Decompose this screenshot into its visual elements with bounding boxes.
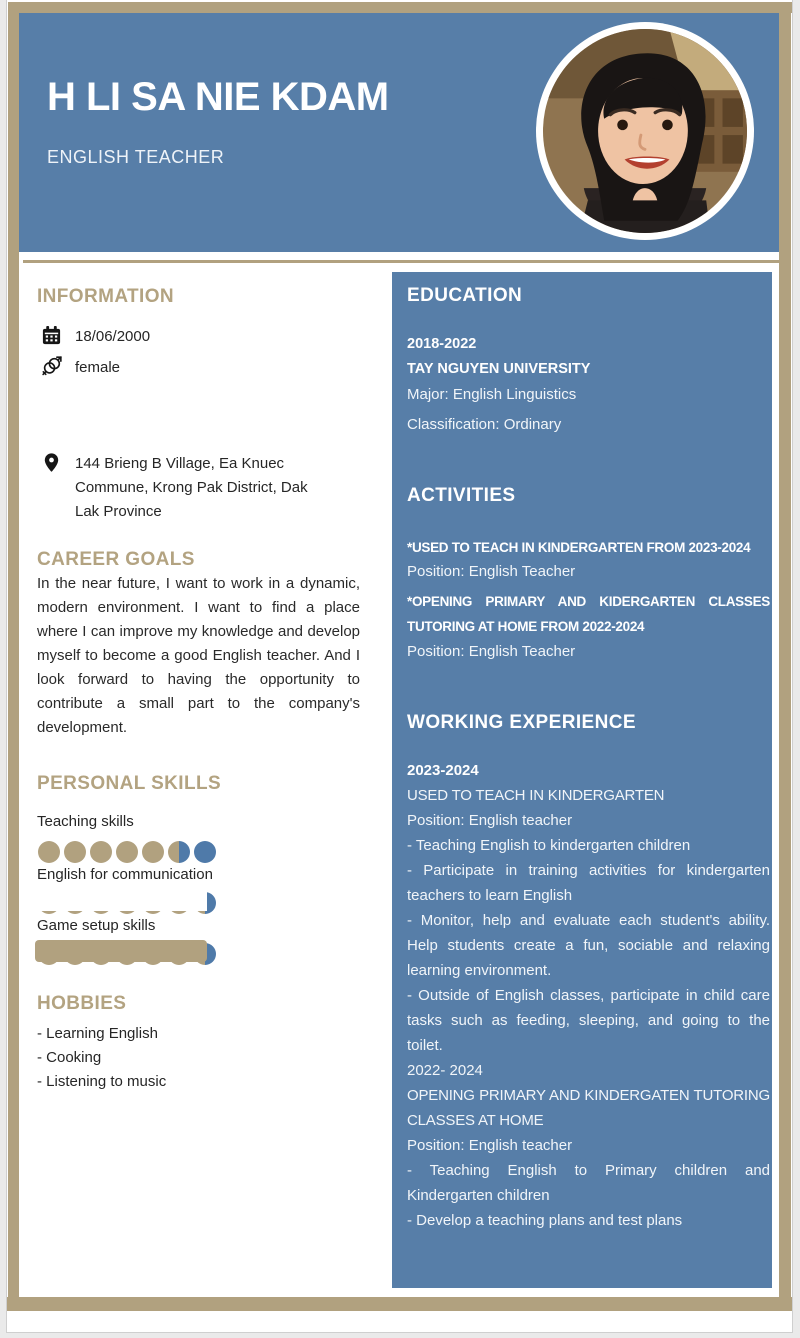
job-position: Position: English teacher <box>407 812 573 829</box>
address-value: 144 Brieng B Village, Ea Knuec Commune, Krong Pak District, Dak Lak Province <box>75 455 308 520</box>
job-bullet: - Teaching English to kindergarten children <box>407 837 691 854</box>
skill-label-teaching: Teaching skills <box>37 813 134 830</box>
hobbies-heading: HOBBIES <box>37 993 127 1014</box>
calendar-icon <box>41 325 62 346</box>
info-row-address <box>41 452 331 524</box>
education-period: 2018-2022 <box>407 336 477 352</box>
information-heading: INFORMATION <box>37 286 175 307</box>
person-job-title: ENGLISH TEACHER <box>47 147 225 167</box>
skill-dot <box>90 841 112 863</box>
frame-right <box>779 2 791 1310</box>
job-bullet: - Develop a teaching plans and test plans <box>407 1212 683 1229</box>
skill-rating-english <box>38 892 216 914</box>
job-title-line: OPENING PRIMARY AND KINDERGATEN TUTORING CLASSES AT HOME <box>407 1087 770 1129</box>
hobby-item: - Cooking <box>37 1049 102 1066</box>
working-experience-heading: WORKING EXPERIENCE <box>407 712 636 733</box>
skill-rating-teaching <box>38 841 216 863</box>
education-major: Major: English Linguistics <box>407 386 577 403</box>
paper <box>6 0 793 1333</box>
personal-skills-heading: PERSONAL SKILLS <box>37 773 222 794</box>
birthdate-value: 18/06/2000 <box>75 328 151 345</box>
education-heading: EDUCATION <box>407 285 523 306</box>
skill-dot <box>116 841 138 863</box>
person-name: H LI SA NIE KDAM <box>47 75 389 119</box>
skill-rating-overlay <box>35 889 207 911</box>
job-bullet: - Participate in training activities for kindergarten teachers to learn English <box>407 862 770 904</box>
job-position: Position: English teacher <box>407 1137 573 1154</box>
job-bullet: - Monitor, help and evaluate each student's ability. Help students create a fun, sociable and relaxing learning environment. <box>407 912 770 979</box>
working-experience-body <box>407 758 770 1233</box>
skill-dot <box>168 841 190 863</box>
education-school: TAY NGUYEN UNIVERSITY <box>407 361 591 377</box>
skill-label-english: English for communication <box>37 866 213 883</box>
job-bullet: - Outside of English classes, participate in child care tasks such as feeding, sleeping, and going to the toilet. <box>407 987 770 1054</box>
info-row-birthdate <box>41 325 150 349</box>
header-divider <box>23 260 779 263</box>
skill-dot <box>64 841 86 863</box>
info-row-gender <box>41 356 120 380</box>
hobby-item: - Learning English <box>37 1025 158 1042</box>
activity-title: *USED TO TEACH IN KINDERGARTEN FROM 2023-2024 <box>407 540 751 555</box>
activity-position: Position: English Teacher <box>407 643 576 660</box>
skill-rating-game-setup <box>38 943 216 965</box>
skill-dot <box>194 841 216 863</box>
gender-icon <box>41 356 62 377</box>
skill-label-game-setup: Game setup skills <box>37 917 156 934</box>
gender-value: female <box>75 359 121 376</box>
frame-left <box>8 2 19 1310</box>
header <box>19 13 779 252</box>
skill-dot <box>142 841 164 863</box>
activity-position: Position: English Teacher <box>407 563 576 580</box>
location-icon <box>41 452 62 473</box>
job-title-line: USED TO TEACH IN KINDERGARTEN <box>407 787 665 804</box>
profile-photo <box>543 29 747 233</box>
career-goals-heading: CAREER GOALS <box>37 549 195 570</box>
profile-photo-ring <box>536 22 754 240</box>
frame-top <box>8 2 792 13</box>
skill-dot <box>38 841 60 863</box>
hobby-item: - Listening to music <box>37 1073 167 1090</box>
skill-rating-overlay <box>35 940 207 962</box>
activity-title: *OPENING PRIMARY AND KIDERGARTEN CLASSES TUTORING AT HOME FROM 2022-2024 <box>407 594 770 634</box>
right-panel <box>392 272 772 1288</box>
job-bullet: - Teaching English to Primary children and Kindergarten children <box>407 1162 770 1204</box>
frame-bottom <box>7 1297 792 1311</box>
career-goals-text: In the near future, I want to work in a dynamic, modern environment. I want to find a place where I can improve my knowledge and develop myself to become a good English teacher. And I look forward to having the opportunity to contribute a small part to the company's development. <box>37 575 360 736</box>
portrait-illustration <box>543 29 747 233</box>
job-period: 2022- 2024 <box>407 1062 483 1079</box>
education-classification: Classification: Ordinary <box>407 416 562 433</box>
activities-heading: ACTIVITIES <box>407 485 516 506</box>
job-period: 2023-2024 <box>407 762 479 779</box>
